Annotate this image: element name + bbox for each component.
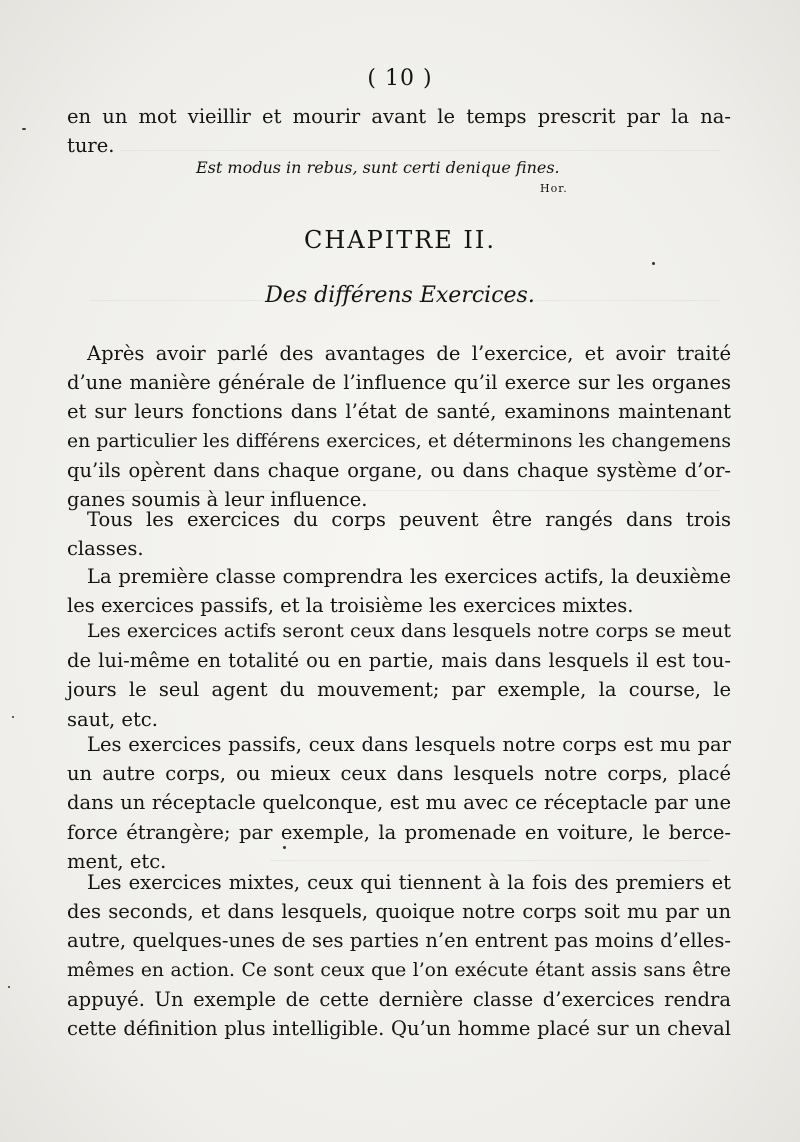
chapter-subtitle: Des différens Exercices. xyxy=(265,283,535,308)
text-line: mêmes en action. Ce sont ceux que l’on exécute étant assis sans être xyxy=(67,959,731,981)
text-line: Après avoir parlé des avantages de l’exercice, et avoir traité xyxy=(87,342,731,365)
text-line: La première classe comprendra les exercices actifs, la deuxième xyxy=(87,565,731,588)
text-line: des seconds, et dans lesquels, quoique notre corps soit mu par un xyxy=(67,900,731,924)
text-line: qu’ils opèrent dans chaque organe, ou dans chaque système d’or- xyxy=(67,458,731,482)
text-line: en un mot vieillir et mourir avant le temps prescrit par la na- xyxy=(67,105,731,128)
continuation-text xyxy=(67,102,731,160)
epigraph-quote: Est modus in rebus, sunt certi denique fines. xyxy=(196,158,560,177)
text-line: ment, etc. xyxy=(67,849,167,873)
text-line: Les exercices actifs seront ceux dans lesquels notre corps se meut xyxy=(87,620,731,642)
text-line: Les exercices mixtes, ceux qui tiennent à la fois des premiers et xyxy=(87,871,731,894)
text-line: Les exercices passifs, ceux dans lesquels notre corps est mu par xyxy=(87,733,731,756)
paragraph-5 xyxy=(67,730,731,876)
text-line: un autre corps, ou mieux ceux dans lesquels notre corps, placé xyxy=(67,762,731,786)
text-line: en particulier les différens exercices, et déterminons les changemens xyxy=(67,430,731,452)
text-line: jours le seul agent du mouvement; par exemple, la course, le xyxy=(67,678,731,702)
text-line: autre, quelques-unes de ses parties n’en entrent pas moins d’elles- xyxy=(67,929,731,953)
text-line: Tous les exercices du corps peuvent être rangés dans trois xyxy=(87,508,731,531)
paragraph-2 xyxy=(67,505,731,563)
chapter-title: CHAPITRE II. xyxy=(303,226,497,254)
text-line: saut, etc. xyxy=(67,707,158,731)
text-line: ganes soumis à leur influence. xyxy=(67,487,368,511)
paragraph-1 xyxy=(67,339,731,514)
text-line: classes. xyxy=(67,537,144,561)
paragraph-4 xyxy=(67,617,731,734)
epigraph-author: Hor. xyxy=(540,182,568,195)
text-line: appuyé. Un exemple de cette dernière classe d’exercices rendra xyxy=(67,987,731,1011)
text-line: ture. xyxy=(67,134,115,158)
page-number: ( 10 ) xyxy=(367,66,433,91)
text-line: les exercices passifs, et la troisième les exercices mixtes. xyxy=(67,594,634,618)
text-line: dans un réceptacle quelconque, est mu avec ce réceptacle par une xyxy=(67,791,731,815)
text-line: de lui-même en totalité ou en partie, mais dans lesquels il est tou- xyxy=(67,649,731,673)
text-line: d’une manière générale de l’influence qu’il exerce sur les organes xyxy=(67,371,731,395)
text-line: et sur leurs fonctions dans l’état de santé, examinons maintenant xyxy=(67,400,731,424)
text-line: cette définition plus intelligible. Qu’un homme placé sur un cheval xyxy=(67,1016,731,1040)
paragraph-3 xyxy=(67,562,731,620)
text-line: force étrangère; par exemple, la promenade en voiture, le berce- xyxy=(67,820,731,844)
paragraph-6 xyxy=(67,868,731,1043)
